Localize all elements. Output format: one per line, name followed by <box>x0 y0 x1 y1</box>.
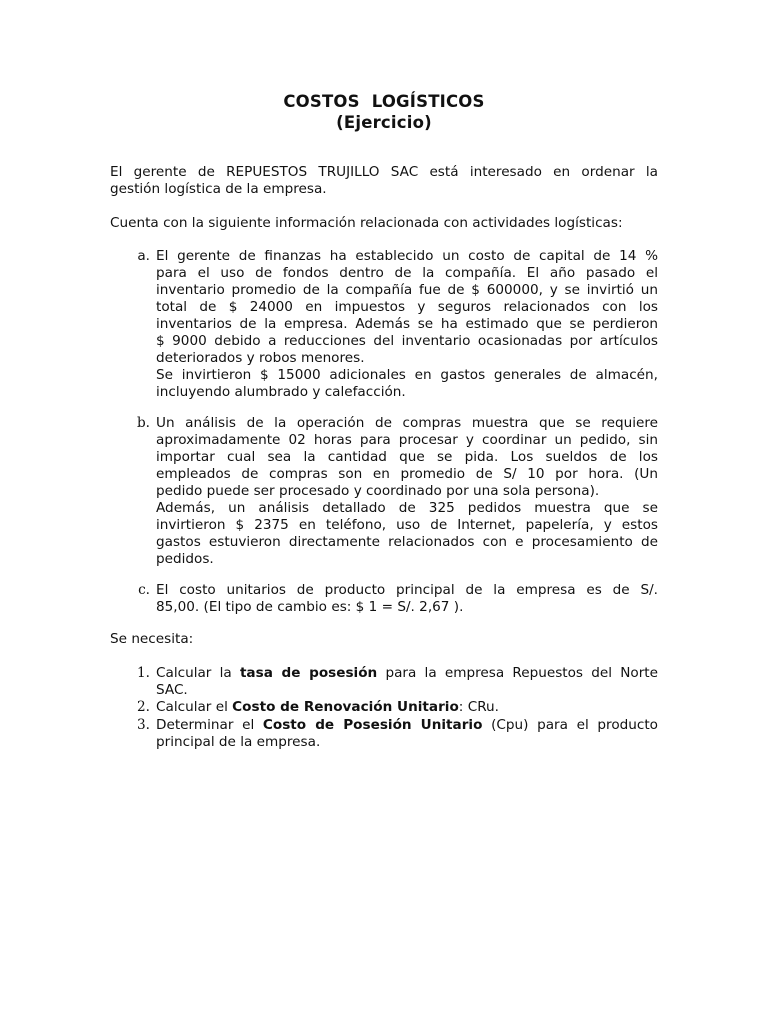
text-line: empleados de compras son en promedio de S/ 10 por hora. (Un <box>156 466 658 482</box>
text-line: $ 9000 debido a reducciones del inventario ocasionadas por artículos <box>156 333 658 349</box>
text-line: inventario promedio de la compañía fue de $ 600000, y se invirtió un <box>156 282 658 298</box>
task-text-pre: Calcular la <box>156 665 240 681</box>
text-line: deteriorados y robos menores. <box>156 350 365 366</box>
text-line: Además, un análisis detallado de 325 pedidos muestra que se <box>156 500 658 516</box>
text-line: Un análisis de la operación de compras muestra que se requiere <box>156 415 658 431</box>
list-marker: 1. <box>137 665 150 681</box>
text-line: incluyendo alumbrado y calefacción. <box>156 384 406 400</box>
task-text <box>156 699 658 716</box>
task-text-post: para la empresa Repuestos del Norte <box>377 665 658 681</box>
text-line: Se invirtieron $ 15000 adicionales en gastos generales de almacén, <box>156 367 658 383</box>
task-keyword: tasa de posesión <box>239 665 378 681</box>
text-line: El costo unitarios de producto principal de la empresa es de S/. <box>156 582 658 598</box>
text-line: invirtieron $ 2375 en teléfono, uso de Internet, papelería, y estos <box>156 517 658 533</box>
task-text-pre: Determinar el <box>156 717 263 733</box>
task-keyword: Costo de Posesión Unitario <box>262 717 483 733</box>
list-item-text <box>156 415 658 568</box>
requirements-heading: Se necesita: <box>110 631 194 647</box>
task-text-pre: Calcular el <box>156 699 233 715</box>
document-title: COSTOS LOGÍSTICOS <box>283 92 485 111</box>
text-line: pedido puede ser procesado y coordinado por una sola persona). <box>156 483 600 499</box>
list-marker: c. <box>138 582 150 598</box>
document-subtitle: (Ejercicio) <box>336 113 432 132</box>
list-marker: b. <box>136 415 150 431</box>
task-text-line2: principal de la empresa. <box>156 734 321 750</box>
task-keyword: Costo de Renovación Unitario <box>232 699 459 715</box>
list-item-text <box>156 248 658 401</box>
task-text-post: (Cpu) para el producto <box>482 717 659 733</box>
intro-line: gestión logística de la empresa. <box>110 181 327 197</box>
list-item-text <box>156 582 658 616</box>
text-line: inventarios de la empresa. Además se ha estimado que se perdieron <box>156 316 658 332</box>
text-line: total de $ 24000 en impuestos y seguros relacionados con los <box>156 299 658 315</box>
text-line: pedidos. <box>156 551 214 567</box>
text-line: gastos estuvieron directamente relacionados con e procesamiento de <box>156 534 658 550</box>
text-line: 85,00. (El tipo de cambio es: $ 1 = S/. 2,67 ). <box>156 599 464 615</box>
text-line: para el uso de fondos dentro de la compañía. El año pasado el <box>156 265 658 281</box>
list-marker: 3. <box>137 717 150 733</box>
list-marker: a. <box>137 248 150 264</box>
intro-line: El gerente de REPUESTOS TRUJILLO SAC está interesado en ordenar la <box>110 164 658 180</box>
text-line: El gerente de finanzas ha establecido un costo de capital de 14 % <box>156 248 658 264</box>
context-paragraph: Cuenta con la siguiente información relacionada con actividades logísticas: <box>110 215 623 231</box>
text-line: importar cual sea la cantidad que se pida. Los sueldos de los <box>156 449 658 465</box>
task-text-line2: SAC. <box>156 682 188 698</box>
task-text <box>156 717 658 751</box>
text-line: aproximadamente 02 horas para procesar y coordinar un pedido, sin <box>156 432 658 448</box>
intro-paragraph <box>110 164 658 198</box>
task-text-post: : CRu. <box>458 699 499 715</box>
task-text <box>156 665 658 699</box>
list-marker: 2. <box>137 699 150 715</box>
